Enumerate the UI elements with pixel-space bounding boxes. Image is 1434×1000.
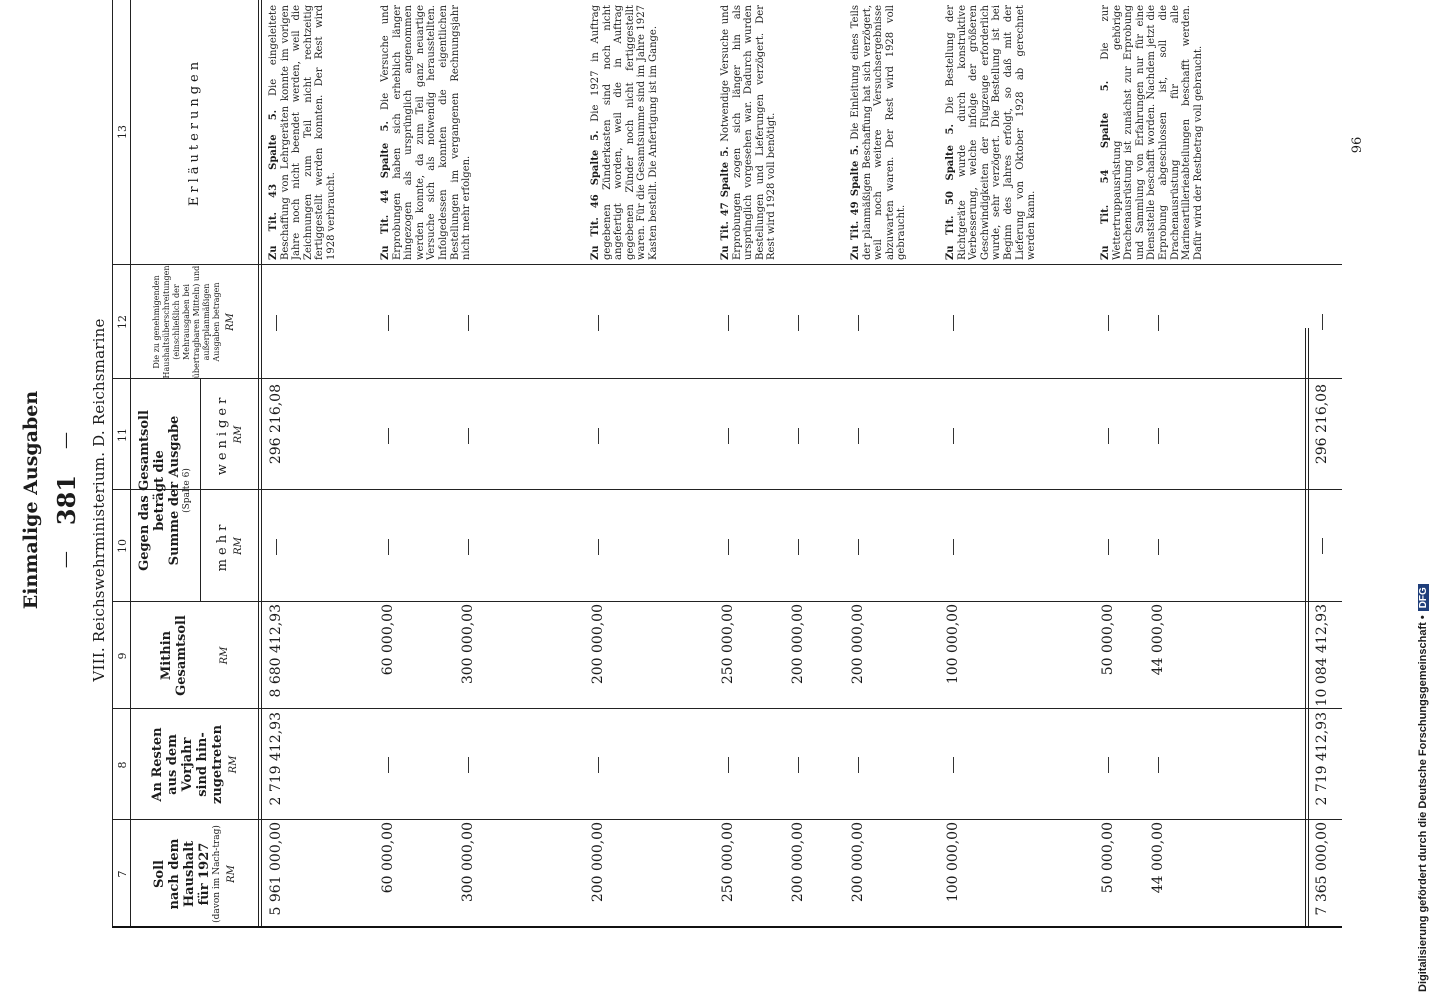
row-3-c11-dash (598, 428, 599, 444)
row-9-c12-dash (1158, 315, 1159, 331)
row-0-c10-dash (276, 539, 277, 555)
row-1-c9: 60 000,00 (380, 604, 396, 676)
row-9-c8-dash (1158, 757, 1159, 773)
note-text: Die 1927 in Auftrag gegebenen Zünderkasten sind noch nicht angefertigt worden, weil die in Auftrag gegebenen Zünder noch nicht fertiggestellt waren. Für die Gesamtsumme sind im Jahre 1927 Kasten bestellt. Die Anfertigung ist im Gange. (590, 5, 659, 260)
row-8-c12-dash (1108, 315, 1109, 331)
page-subtitle: VIII. Reichswehrministerium. D. Reichsmarine (90, 318, 108, 682)
note-text: Die Versuche und Erprobungen haben sich erheblich länger hingezogen als ursprünglich angenommen werden konnte, da zum Teil ganz neuartige Versuche sich als notwendig herausstellten. Infolgedessen konnten die eigentlichen Bestellungen im vergangenen Rechnungsjahr nicht mehr erfolgen. (380, 5, 473, 260)
header-col11: weniger RM (214, 393, 244, 476)
row-4-c8-dash (728, 757, 729, 773)
credit-text: Digitalisierung gefördert durch die Deutsche Forschungsgemeinschaft • (1417, 615, 1429, 992)
note-title: Zu Tit. 43 Spalte 5. (268, 109, 279, 260)
note-title: Zu Tit. 46 Spalte 5. (590, 130, 601, 260)
row-2-c10-dash (468, 539, 469, 555)
colno-13: 13 (116, 125, 129, 139)
row-2-c8-dash (468, 757, 469, 773)
total-col12 (1322, 314, 1323, 330)
page-title: Einmalige Ausgaben (20, 390, 42, 610)
row-5-c12-dash (798, 315, 799, 331)
row-7-c11-dash (953, 428, 954, 444)
row-7-c12-dash (953, 315, 954, 331)
row-2-c12-dash (468, 315, 469, 331)
row-1-c11-dash (388, 428, 389, 444)
colno-9: 9 (116, 652, 129, 660)
explanation-note (590, 5, 718, 260)
header-col10: mehr RM (214, 520, 244, 572)
page-header (48, 0, 84, 1000)
row-4-c11-dash (728, 428, 729, 444)
explanation-note (850, 5, 942, 260)
row-3-c8-dash (598, 757, 599, 773)
header-dash-right: — (56, 431, 76, 449)
row-0-c11: 296 216,08 (268, 384, 284, 465)
row-6-c10-dash (858, 539, 859, 555)
row-8-c8-dash (1108, 757, 1109, 773)
row-6-c8-dash (858, 757, 859, 773)
colno-7: 7 (116, 870, 129, 878)
row-5-c10-dash (798, 539, 799, 555)
colno-12: 12 (116, 315, 129, 329)
row-2-c7: 300 000,00 (460, 822, 476, 903)
row-2-c11-dash (468, 428, 469, 444)
header-col10-11: Gegen das Gesamtsoll beträgt die Summe der Ausgabe (Spalte 6) (137, 410, 192, 571)
header-col9: Mithin Gesamtsoll RM (158, 615, 230, 696)
note-text: Die Einleitung eines Teils der planmäßigen Beschaffung hat sich verzögert, weil noch weitere Versuchsergebnisse abzuwarten waren. Der Rest wird 1928 voll gebraucht. (850, 5, 908, 260)
header-col7: Soll nach dem Haushalt für 1927 (davon im Nach-trag) RM (151, 825, 237, 923)
row-5-c8-dash (798, 757, 799, 773)
note-title: Zu Tit. 50 Spalte 5. (945, 124, 956, 260)
row-0-c9: 8 680 412,93 (268, 604, 284, 698)
digitization-credit (1412, 8, 1434, 992)
note-text: Die eingeleitete Beschaffung von Lehrgeräten konnte im vorigen Jahre noch nicht beendet werden, weil die Zeichnungen zum Teil nicht rechtzeitig fertiggestellt werden konnten. Der Rest wird 1928 verbraucht. (268, 5, 337, 260)
row-4-c12-dash (728, 315, 729, 331)
row-7-c10-dash (953, 539, 954, 555)
row-9-c10-dash (1158, 539, 1159, 555)
note-text: Die zur Wettertruppausrüstung gehörige Drachenausrüstung ist zunächst zur Erprobung und Sammlung von Erfahrungen nur für eine Dienststelle beschafft worden. Nachdem jetzt die Erprobung abgeschlossen ist, soll die Drachenausrüstung für alle Marineartillerieabteilungen beschafft werden. Dafür wird der Restbetrag voll gebraucht. (1100, 5, 1204, 260)
total-col7: 7 365 000,00 (1314, 822, 1330, 916)
row-5-c7: 200 000,00 (790, 822, 806, 903)
row-0-c8: 2 719 412,93 (268, 712, 284, 806)
row-0-c7: 5 961 000,00 (268, 822, 284, 916)
row-3-c9: 200 000,00 (590, 604, 606, 685)
note-title: Zu Tit. 44 Spalte 5. (380, 121, 391, 260)
row-0-c12-dash (276, 315, 277, 331)
row-3-c12-dash (598, 315, 599, 331)
row-8-c7: 50 000,00 (1100, 822, 1116, 894)
explanation-note (945, 5, 1097, 260)
row-8-c10-dash (1108, 539, 1109, 555)
row-1-c12-dash (388, 315, 389, 331)
row-4-c10-dash (728, 539, 729, 555)
total-col8: 2 719 412,93 (1314, 712, 1330, 806)
header-col13: Erläuterungen (186, 57, 202, 207)
page-number: 381 (51, 474, 81, 526)
row-4-c9: 250 000,00 (720, 604, 736, 685)
total-col10 (1322, 538, 1323, 554)
row-9-c7: 44 000,00 (1150, 822, 1166, 894)
row-6-c9: 200 000,00 (850, 604, 866, 685)
explanation-note (268, 5, 376, 260)
header-col8: An Resten aus dem Vorjahr sind hin- zugetreten RM (149, 724, 239, 805)
row-6-c7: 200 000,00 (850, 822, 866, 903)
row-7-c7: 100 000,00 (945, 822, 961, 903)
note-text: Notwendige Versuche und Erprobungen zogen sich länger hin als ursprünglich vorgesehen war. Dadurch wurden Bestellungen und Lieferungen verzögert. Der Rest wird 1928 voll benötigt. (720, 5, 778, 260)
note-text: Die Bestellung der Richtgeräte wurde durch konstruktive Verbesserung, welche infolge der größeren Geschwindigkeiten der Flugzeuge erforderlich wurde, sehr verzögert. Die Bestellung ist bei Beginn des Jahres erfolgt, so daß mit der Lieferung von Oktober 1928 ab gerechnet werden kann. (945, 5, 1038, 260)
colno-11: 11 (116, 428, 129, 442)
row-4-c7: 250 000,00 (720, 822, 736, 903)
note-title: Zu Tit. 54 Spalte 5. (1100, 80, 1111, 260)
note-title: Zu Tit. 47 Spalte 5. (720, 146, 731, 260)
header-col12: Die zu genehmigenden Haushaltsüberschreitungen (einschließlich der Mehrausgaben bei übertragbaren Mitteln) und außerplanmäßigen Ausgaben betragen RM (152, 265, 236, 379)
explanation-note (1100, 5, 1245, 260)
explanation-note (720, 5, 840, 260)
row-3-c7: 200 000,00 (590, 822, 606, 903)
row-9-c9: 44 000,00 (1150, 604, 1166, 676)
colno-10: 10 (116, 539, 129, 553)
row-8-c9: 50 000,00 (1100, 604, 1116, 676)
colno-8: 8 (116, 761, 129, 769)
row-5-c9: 200 000,00 (790, 604, 806, 685)
row-7-c8-dash (953, 757, 954, 773)
row-5-c11-dash (798, 428, 799, 444)
explanation-note (380, 5, 585, 260)
side-page-number: 96 (1350, 136, 1365, 154)
row-7-c9: 100 000,00 (945, 604, 961, 685)
note-title: Zu Tit. 49 Spalte 5. (850, 144, 861, 260)
row-2-c9: 300 000,00 (460, 604, 476, 685)
row-6-c12-dash (858, 315, 859, 331)
total-col11: 296 216,08 (1314, 384, 1330, 465)
row-1-c7: 60 000,00 (380, 822, 396, 894)
row-6-c11-dash (858, 428, 859, 444)
row-3-c10-dash (598, 539, 599, 555)
total-col9: 10 084 412,93 (1314, 604, 1330, 707)
header-dash-left: — (56, 551, 76, 569)
dfg-logo: DFG (1418, 584, 1429, 611)
row-9-c11-dash (1158, 428, 1159, 444)
row-8-c11-dash (1108, 428, 1109, 444)
row-1-c10-dash (388, 539, 389, 555)
row-1-c8-dash (388, 757, 389, 773)
